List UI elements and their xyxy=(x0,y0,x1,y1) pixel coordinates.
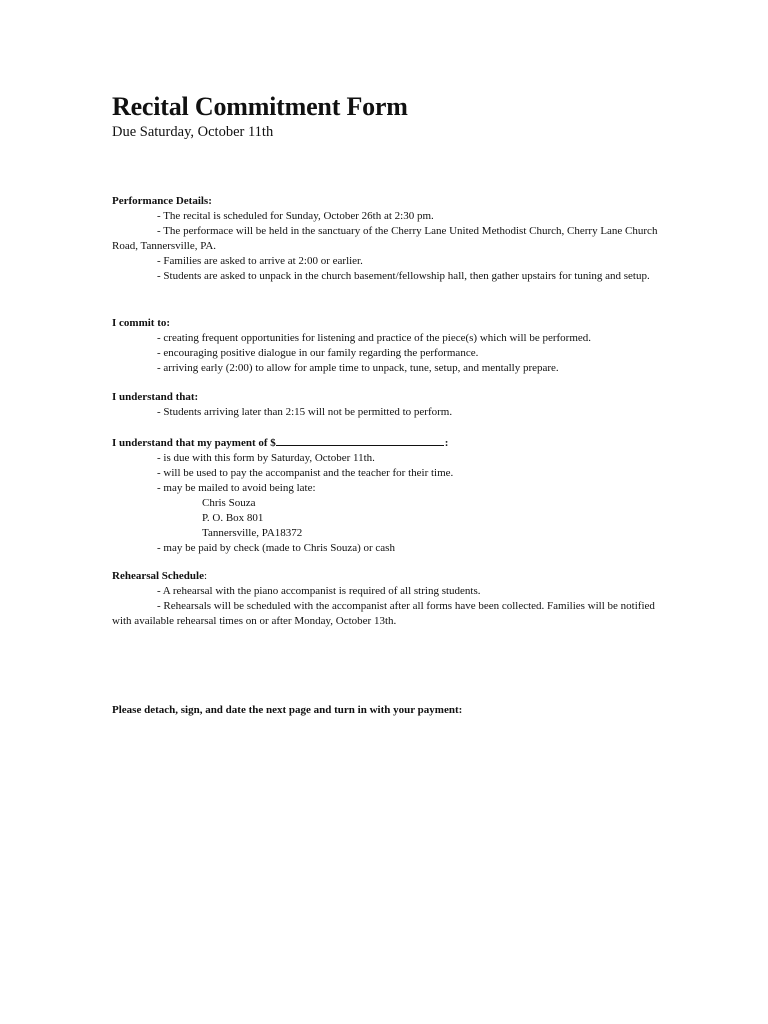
commit-section xyxy=(112,316,660,376)
detach-instruction: Please detach, sign, and date the next page and turn in with your payment: xyxy=(112,704,463,716)
payment-amount-blank xyxy=(276,435,444,446)
payment-item: - may be paid by check (made to Chris Souza) or cash xyxy=(157,542,395,554)
payment-heading-prefix: I understand that my payment of $ xyxy=(112,437,276,449)
performance-item: - Students are asked to unpack in the church basement/fellowship hall, then gather upstairs for tuning and setup. xyxy=(157,270,650,282)
mailing-address-line: Chris Souza xyxy=(202,497,256,509)
commit-item: - creating frequent opportunities for listening and practice of the piece(s) which will be performed. xyxy=(157,332,592,344)
rehearsal-item: - Rehearsals will be scheduled with the accompanist after all forms have been collected. Families will be notified with available rehearsal times on or after Monday, October 13th. xyxy=(112,600,655,627)
understand-section xyxy=(112,390,660,420)
rehearsal-heading-text: Rehearsal Schedule xyxy=(112,570,204,582)
commit-item: - encouraging positive dialogue in our family regarding the performance. xyxy=(157,347,479,359)
payment-heading-suffix: : xyxy=(444,437,449,449)
performance-item: - The recital is scheduled for Sunday, October 26th at 2:30 pm. xyxy=(157,210,434,222)
rehearsal-heading-colon: : xyxy=(203,570,208,582)
payment-item: - will be used to pay the accompanist and the teacher for their time. xyxy=(157,467,454,479)
payment-section xyxy=(112,435,660,556)
mailing-address-line: P. O. Box 801 xyxy=(202,512,264,524)
page-title: Recital Commitment Form xyxy=(112,92,408,121)
payment-heading xyxy=(112,435,660,451)
performance-item: - Families are asked to arrive at 2:00 or earlier. xyxy=(157,255,363,267)
rehearsal-heading xyxy=(112,569,660,584)
performance-item: - The performace will be held in the sanctuary of the Cherry Lane United Methodist Church, Cherry Lane Church Road, Tannersville, PA. xyxy=(112,225,658,252)
commit-heading: I commit to: xyxy=(112,317,171,329)
understand-heading: I understand that: xyxy=(112,391,199,403)
commit-item: - arriving early (2:00) to allow for ample time to unpack, tune, setup, and mentally prepare. xyxy=(157,362,559,374)
due-date-subtitle: Due Saturday, October 11th xyxy=(112,124,274,140)
performance-details-section xyxy=(112,194,660,284)
rehearsal-item: - A rehearsal with the piano accompanist is required of all string students. xyxy=(157,585,481,597)
payment-item: - may be mailed to avoid being late: xyxy=(157,482,316,494)
performance-details-heading: Performance Details: xyxy=(112,195,212,207)
understand-item: - Students arriving later than 2:15 will not be permitted to perform. xyxy=(157,406,453,418)
rehearsal-section xyxy=(112,569,660,629)
payment-item: - is due with this form by Saturday, October 11th. xyxy=(157,452,375,464)
mailing-address-line: Tannersville, PA18372 xyxy=(202,527,303,539)
